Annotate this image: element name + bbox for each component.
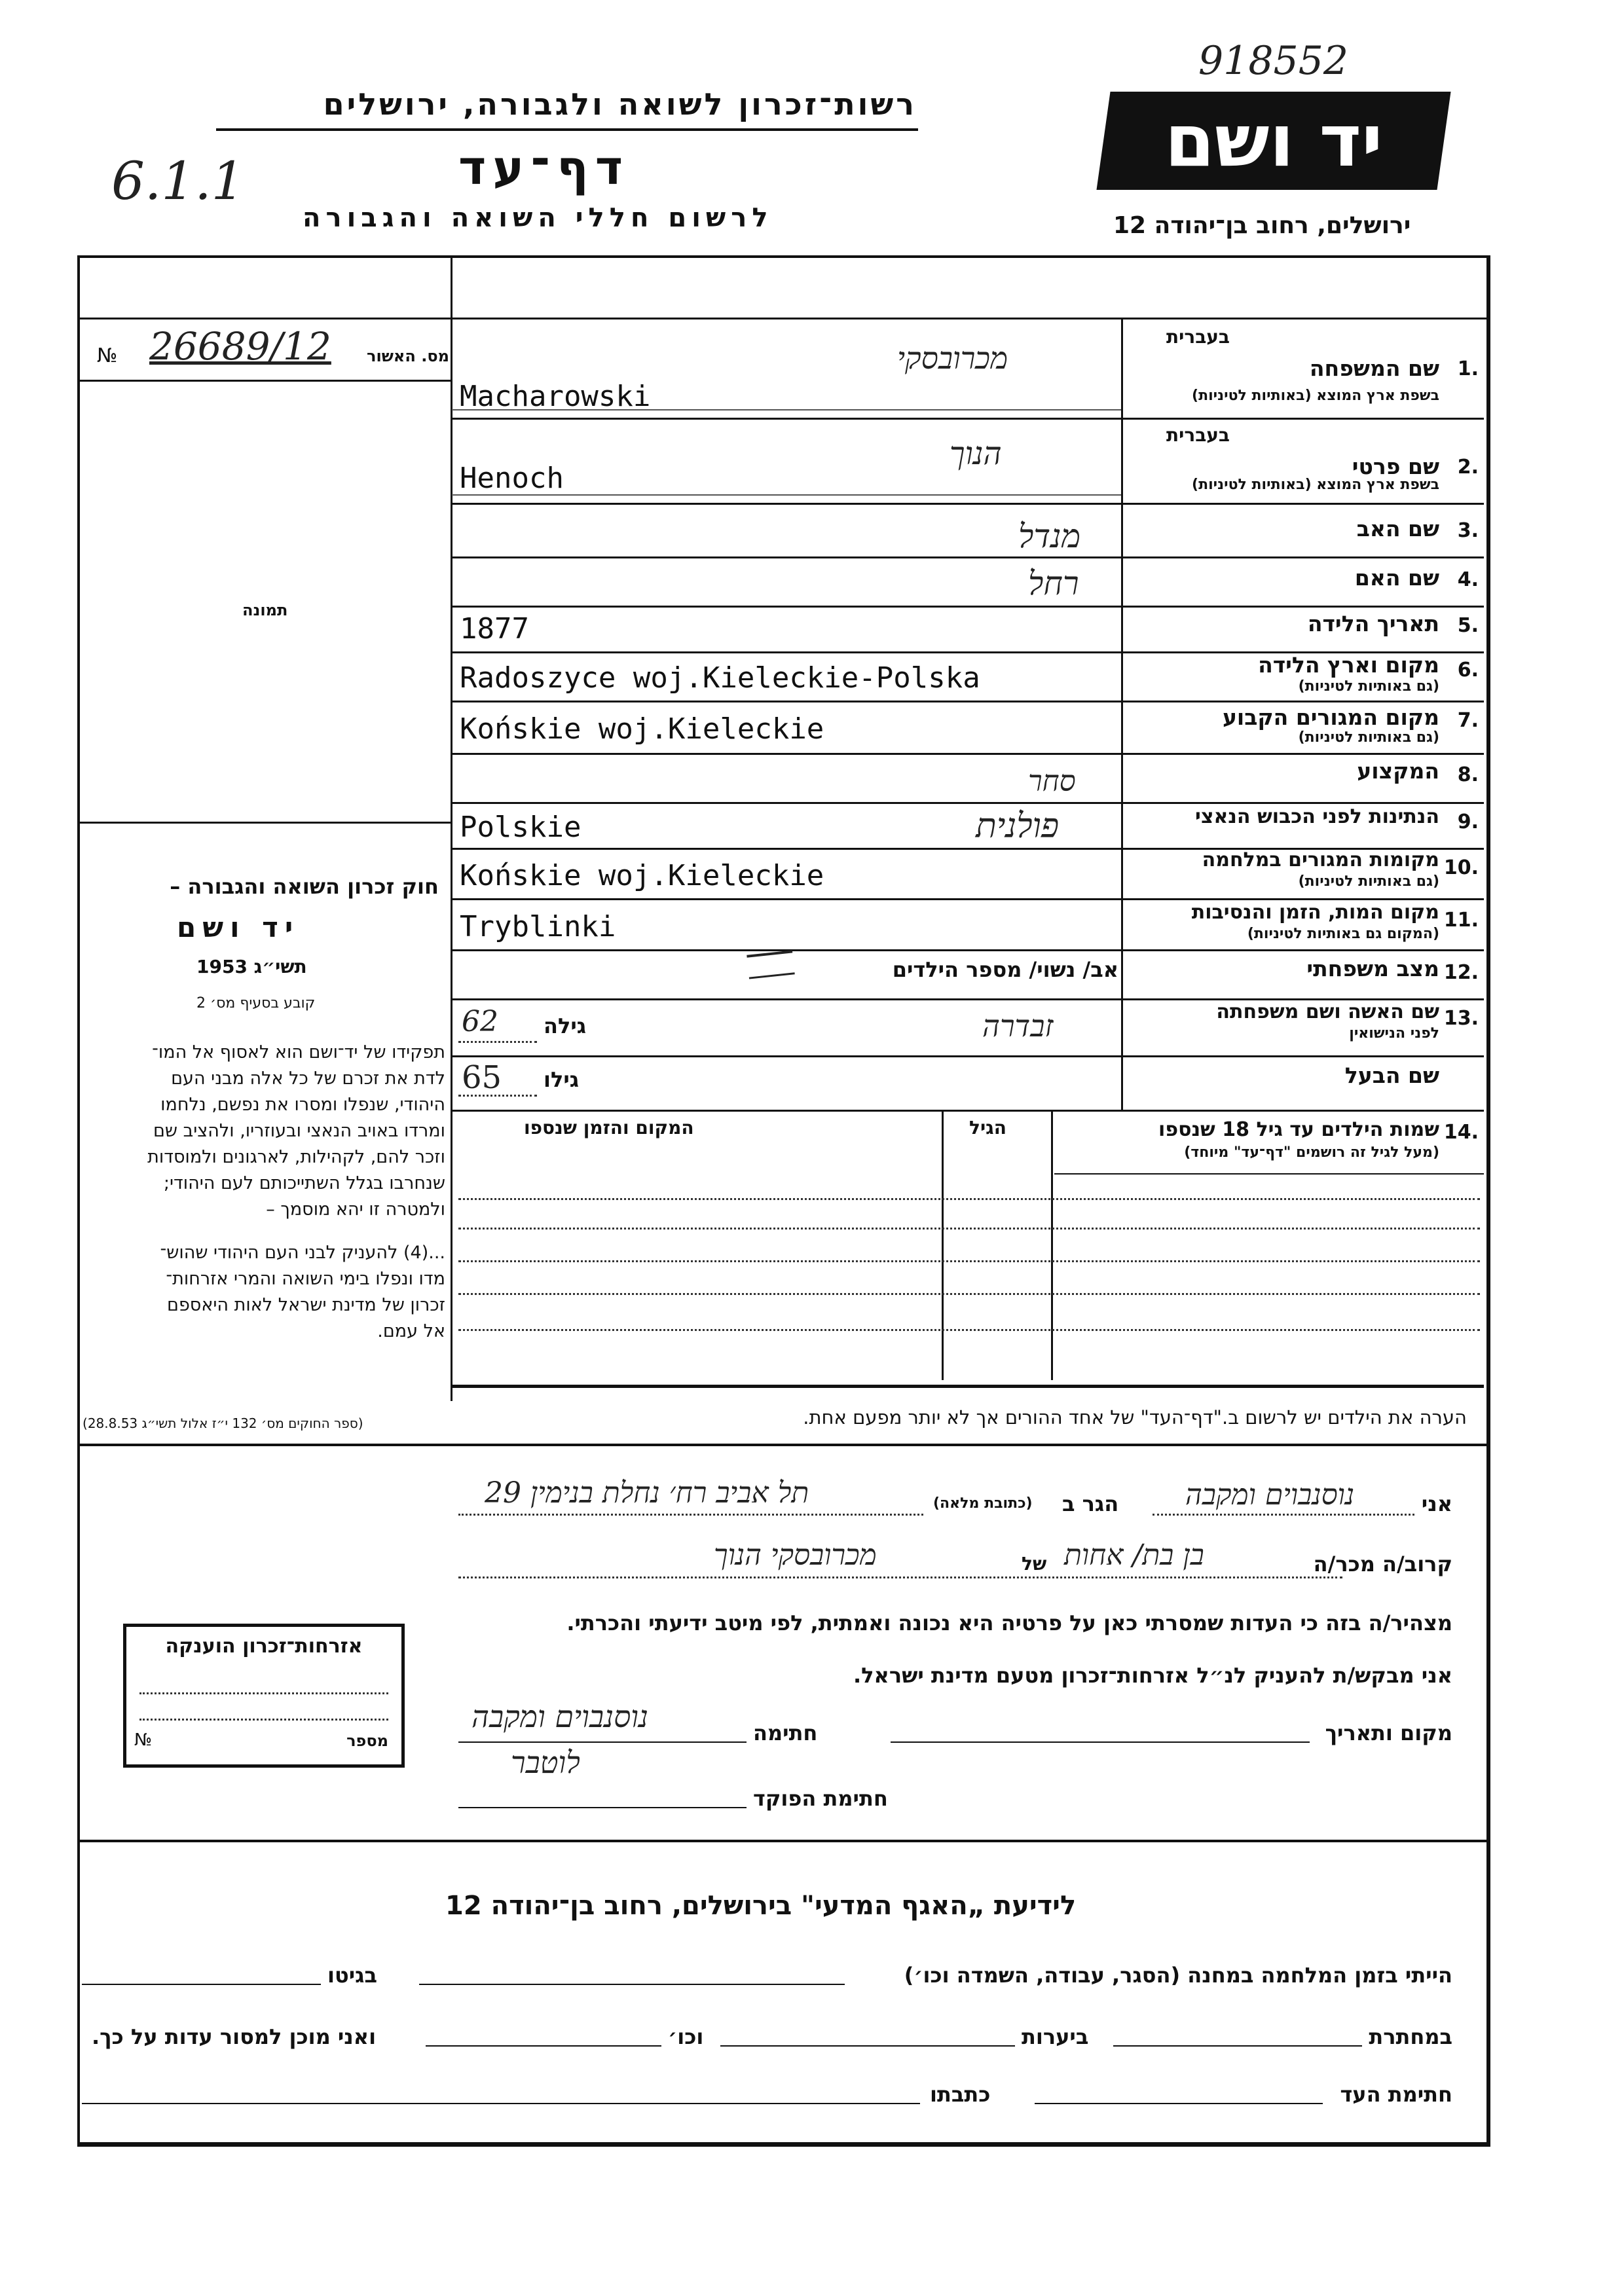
law-text-line: וזכר להם, לקהילות, לארגונים ולמוסדות (147, 1147, 445, 1167)
law-year: תשי״ג 1953 (196, 956, 307, 977)
law-text-line: תפקידו של יד־ושם הוא לאסוף אל המו־ (152, 1042, 445, 1063)
field-2-sub-top: בעברית (1166, 424, 1230, 446)
declaration-address-hint: (כתובת מלאה) (933, 1495, 1033, 1512)
children-bottom-rule (452, 1385, 1484, 1388)
children-col-divider (942, 1112, 944, 1380)
field-8-num: 8. (1457, 763, 1479, 786)
declaration-bottom-rule (77, 1840, 1486, 1842)
declarant-name[interactable]: נוסנבוים ומקבה (1185, 1478, 1355, 1512)
field-8-label: המקצוע (1357, 758, 1439, 784)
citizenship-number-symbol: № (134, 1730, 153, 1750)
law-text-line: היהודי, שנפלו ומסרו את נפשם, נלחמו (160, 1095, 445, 1115)
form-title: דף־עד (458, 140, 630, 195)
children-place-header: המקום והזמן שנספו (524, 1117, 694, 1139)
birth-date[interactable]: 1877 (460, 612, 529, 646)
field-labels (1128, 319, 1479, 1112)
field-10-label: מקומות המגורים במלחמה (1202, 848, 1439, 871)
field-1-num: 1. (1457, 357, 1479, 380)
declarant-address[interactable]: תל אביב רח׳ נחלת בנימין 29 (485, 1476, 809, 1510)
wife-name[interactable]: זבדרה (982, 1008, 1054, 1044)
citizenship-box (123, 1624, 405, 1768)
note-rule (77, 1444, 1486, 1446)
declaration-lives-in: הגר ב (1062, 1491, 1119, 1516)
declaration-request: אני מבקש/ת להעניק לנ״ל אזרחות־זכרון מטעם מדינת ישראל. (853, 1663, 1452, 1688)
relation-label: קרוב/ה מכר/ה (1313, 1552, 1452, 1576)
declarant-name-line (1153, 1514, 1414, 1516)
mother-name[interactable]: רחל (1028, 564, 1079, 602)
field-13-label: שם האשה ושם משפחתה (1216, 1000, 1439, 1023)
logo-text: יד ושם (1164, 99, 1383, 183)
signature-line (458, 1741, 747, 1743)
law-text-line: לדת את זכרם של כל אלה מבני העם (171, 1068, 445, 1089)
children-num: 14. (1443, 1121, 1479, 1144)
children-col-divider (1051, 1112, 1053, 1380)
field-7-sub: (גם באותיות לטיניות) (1298, 729, 1439, 746)
children-row[interactable] (458, 1228, 1480, 1230)
citizenship-title: אזרחות־זכרון הוענקה (165, 1635, 363, 1658)
certificate-rule (77, 380, 452, 382)
field-4-num: 4. (1457, 568, 1479, 591)
certificate-no-label: מס. האשור (367, 347, 449, 365)
law-text-line: ולמטרה זו יהא מוסמך – (266, 1199, 445, 1220)
field-11-num: 11. (1443, 909, 1479, 932)
wife-age-label: גילה (544, 1013, 587, 1038)
field-3-num: 3. (1457, 519, 1479, 542)
children-label: שמות הילדים עד גיל 18 שנספו (1158, 1118, 1439, 1141)
law-title: חוק זכרון השואה והגבורה – (170, 874, 439, 899)
children-sub: (מעל לגיל זה רושמים "דף־עד" מיוחד) (1184, 1144, 1439, 1161)
field-9-label: הנתינות לפני הכבוש הנאצי (1195, 805, 1439, 828)
children-note: הערה את הילדים יש לרשום ב."דף־העד" של אחד ההורים אך לא יותר מפעם אחת. (803, 1406, 1467, 1429)
profession[interactable]: סחר (1028, 765, 1076, 798)
death-place[interactable]: Tryblinki (460, 910, 616, 943)
footer-underground: במחתרת (1369, 2024, 1452, 2049)
law-text-line: אל עמם. (377, 1321, 445, 1341)
field-4-label: שם האם (1354, 565, 1439, 591)
children-row[interactable] (458, 1329, 1480, 1331)
photo-label: תמונה (242, 601, 288, 619)
surname-hebrew[interactable]: מכרובסקי (897, 340, 1008, 376)
declarant-signature[interactable]: נוסנבוים ומקבה (471, 1699, 648, 1734)
field-10-sub: (גם באותיות לטיניות) (1298, 873, 1439, 890)
law-name: יד ושם (177, 911, 300, 943)
field-1-label: שם המשפחה (1309, 355, 1439, 381)
residence[interactable]: Końskie woj.Kieleckie (460, 712, 824, 746)
officer-label: חתימת הפוקד (753, 1786, 888, 1811)
relation-person[interactable]: מכרובסקי הנוך (714, 1539, 877, 1572)
given-name-latin[interactable]: Henoch (460, 462, 564, 495)
field-6-label: מקום וארץ הלידה (1258, 652, 1439, 678)
field-6-sub: (גם באותיות לטיניות) (1298, 678, 1439, 695)
footer-address-label: כתבתו (930, 2082, 991, 2107)
footer-line1-field[interactable] (419, 1984, 845, 1985)
certificate-no-symbol: № (97, 344, 118, 367)
law-text-line: ...(4) להעניק לבני העם היהודי שהוש־ (160, 1243, 445, 1263)
footer-testimony: ואני מוכן למסור עדות על כך. (92, 2024, 377, 2049)
footer-etc: וכו׳ (668, 2024, 704, 2049)
law-text-line: ומרדו באויב הנאצי ובעוזריו, ולהציב שם (153, 1121, 445, 1141)
archive-number: 918552 (1198, 38, 1349, 84)
nationality[interactable]: Polskie (460, 811, 581, 844)
children-row[interactable] (458, 1260, 1480, 1262)
wife-age[interactable]: 62 (462, 1005, 498, 1038)
law-text-line: מדו ונפלו בימי השואה והמרי אזרחות־ (166, 1269, 445, 1289)
header-address: ירושלים, רחוב בן־יהודה 12 (1113, 212, 1411, 239)
footer-ghetto-field[interactable] (82, 1984, 321, 1985)
field-7-num: 7. (1457, 709, 1479, 732)
header-rule (216, 128, 918, 131)
label-column-divider (1121, 319, 1123, 1112)
declaration-statement: מצהיר/ה בזה כי העדות שמסרתי כאן על פרטיה היא נכונה ואמתית, לפי מיטב ידיעתי והכרתי. (566, 1611, 1452, 1635)
photo-rule (77, 822, 452, 824)
field-2-label: שם פרטי (1352, 454, 1439, 479)
children-rule (1054, 1173, 1484, 1175)
relation-value[interactable]: בן בת/ אחות (1064, 1539, 1204, 1572)
nationality-hebrew[interactable]: פולנית (976, 807, 1060, 846)
footer-forests-field[interactable] (720, 2045, 1015, 2047)
field-10-num: 10. (1443, 856, 1479, 879)
children-age-header: הגיל (969, 1117, 1006, 1139)
children-row[interactable] (458, 1198, 1480, 1200)
citizenship-line[interactable] (139, 1692, 388, 1694)
left-column-divider (451, 255, 452, 1401)
field-3-label: שם האב (1356, 516, 1439, 541)
form-subtitle: לרשום חללי השואה והגבורה (303, 203, 773, 233)
father-name[interactable]: מנדל (1018, 517, 1081, 555)
family-status[interactable]: אב/ נשוי/ מספר הילדים (892, 957, 1118, 982)
field-6-num: 6. (1457, 659, 1479, 682)
field-2-num: 2. (1457, 456, 1479, 479)
handwritten-code: 6.1.1 (111, 151, 245, 211)
birth-place[interactable]: Radoszyce woj.Kieleckie-Polska (460, 661, 980, 695)
footer-title: לידיעת „האגף המדעי" בירושלים, רחוב בן־יהודה 12 (445, 1891, 1077, 1921)
field-7-label: מקום המגורים הקבוע (1222, 704, 1439, 730)
field-9-num: 9. (1457, 811, 1479, 833)
husband-age[interactable]: 65 (462, 1059, 502, 1096)
footer-line1: הייתי בזמן המלחמה במחנה (הסגר, עבודה, השמדה וכו׳) (904, 1963, 1452, 1988)
law-text (72, 1040, 445, 1345)
surname-latin[interactable]: Macharowski (460, 380, 651, 413)
declarant-address-line (458, 1514, 923, 1516)
field-1-sub: בשפת ארץ המוצא (באותיות לטיניות) (1192, 388, 1439, 404)
field-13-num: 13. (1443, 1007, 1479, 1030)
footer-etc-field[interactable] (426, 2045, 661, 2047)
citizenship-line[interactable] (139, 1719, 388, 1721)
field-5-label: תאריך הלידה (1307, 611, 1439, 636)
declaration-prefix: אני (1421, 1491, 1452, 1516)
husband-age-line (458, 1095, 537, 1097)
wife-age-line (458, 1041, 537, 1043)
footer-underground-field[interactable] (1113, 2045, 1362, 2047)
field-12-num: 12. (1443, 961, 1479, 984)
law-text-line: זכרון של מדינת ישראל לאות היאספם (167, 1295, 445, 1315)
footer-forests: ביערות (1022, 2024, 1089, 2049)
officer-line (458, 1807, 747, 1808)
field-11-label: מקום המות, הזמן והנסיבות (1191, 901, 1439, 924)
field-5-num: 5. (1457, 614, 1479, 637)
footer-address-field[interactable] (82, 2103, 920, 2104)
place-date-line[interactable] (891, 1741, 1310, 1743)
field-1-sub-top: בעברית (1166, 326, 1230, 348)
husband-age-label: גילו (544, 1067, 580, 1092)
relation-line (458, 1576, 1342, 1578)
field-13-sub: לפני הנישואין (1349, 1025, 1439, 1042)
signature-label: חתימה (753, 1721, 818, 1745)
law-text-line: שנחרבו בגלל השתייכותם לעם היהודי; (163, 1173, 445, 1194)
footer-ghetto: בגיטו (327, 1963, 377, 1988)
footer-witness-field[interactable] (1035, 2103, 1323, 2104)
wartime-residence[interactable]: Końskie woj.Kieleckie (460, 859, 824, 892)
field-12-label: מצב משפחתי (1306, 956, 1439, 981)
given-name-hebrew[interactable]: הנוך (950, 435, 1002, 472)
family-status-mark (747, 950, 794, 979)
certificate-no: 26689/12 (149, 324, 331, 369)
citizenship-number-label: מספר (346, 1732, 388, 1750)
children-row[interactable] (458, 1293, 1480, 1295)
husband-label: שם הבעל (1344, 1063, 1439, 1088)
footer-witness-signature: חתימת העד (1340, 2082, 1452, 2107)
law-clause: קובע בסעיף מס׳ 2 (196, 995, 316, 1011)
institution-name: רשות־זכרון לשואה ולגבורה, ירושלים (323, 86, 917, 122)
place-date-label: מקום ותאריך (1325, 1721, 1452, 1745)
officer-signature[interactable]: לוטבר (511, 1745, 580, 1780)
field-2-sub: בשפת ארץ המוצא (באותיות לטיניות) (1192, 477, 1439, 493)
relation-of: של (1022, 1553, 1047, 1575)
yad-vashem-logo (1096, 92, 1450, 190)
law-source: (ספר החוקים מס׳ 132 י״ז אלול תשי״ג 28.8.53) (83, 1415, 363, 1431)
field-11-sub: (המקום גם באותיות לטיניות) (1247, 926, 1439, 942)
